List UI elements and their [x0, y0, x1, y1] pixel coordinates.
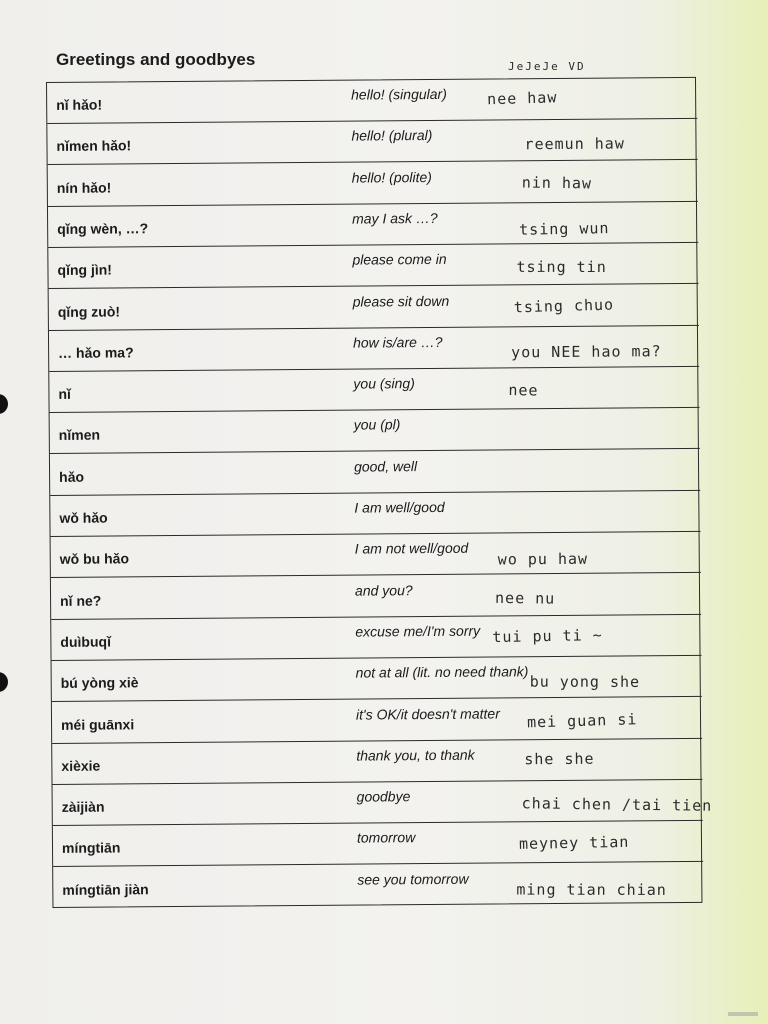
handwritten-pronunciation-note: tui pu ti ~ — [492, 625, 603, 646]
pinyin-cell: nǐ ne? — [60, 592, 102, 609]
handwritten-pronunciation-note: nee nu — [494, 588, 556, 608]
table-row — [52, 739, 702, 785]
pinyin-cell: zàijiàn — [61, 798, 105, 815]
handwritten-pronunciation-note: tsing chuo — [513, 294, 615, 316]
table-row — [51, 615, 701, 661]
english-cell: hello! (singular) — [351, 85, 447, 103]
pinyin-cell: qǐng jìn! — [57, 261, 112, 279]
english-cell: please sit down — [352, 292, 450, 310]
handwritten-pronunciation-note: bu yong she — [529, 672, 641, 692]
english-cell: good, well — [353, 457, 418, 475]
english-cell: not at all (lit. no need thank) — [355, 663, 529, 681]
table-row — [49, 367, 699, 413]
pinyin-cell: xièxie — [61, 757, 101, 774]
pinyin-cell: qǐng wèn, …? — [57, 220, 149, 237]
pinyin-cell: nǐ — [58, 385, 71, 403]
handwritten-pronunciation-note: mei guan si — [526, 709, 638, 731]
handwritten-pronunciation-note: wo pu haw — [497, 550, 589, 569]
english-cell: I am well/good — [354, 498, 445, 516]
scanner-watermark — [728, 1012, 758, 1016]
pinyin-cell: míngtiān — [61, 839, 121, 857]
handwritten-pronunciation-note: nin haw — [521, 173, 593, 193]
handwritten-pronunciation-note: tsing wun — [519, 218, 610, 239]
english-cell: thank you, to thank — [356, 746, 475, 764]
handwritten-pronunciation-note: meyney tian — [518, 833, 630, 854]
pinyin-cell: wǒ bu hǎo — [59, 550, 130, 568]
table-row — [49, 326, 699, 372]
pinyin-cell: bú yòng xiè — [60, 674, 139, 692]
table-row — [52, 697, 702, 743]
handwritten-pronunciation-note: reemun haw — [524, 134, 625, 154]
table-row — [48, 243, 698, 289]
handwritten-pronunciation-note: she she — [524, 749, 595, 769]
page-title: Greetings and goodbyes — [56, 50, 256, 69]
english-cell: you (pl) — [353, 416, 401, 433]
table-row — [53, 780, 713, 826]
table-row — [51, 532, 701, 578]
pinyin-cell: … hǎo ma? — [58, 344, 134, 361]
table-row — [50, 450, 700, 496]
handwritten-header-note: JeJeJe VD — [508, 60, 586, 73]
handwritten-pronunciation-note: nee — [508, 381, 539, 400]
table-row — [49, 284, 699, 330]
english-cell: hello! (plural) — [351, 127, 433, 144]
table-row — [52, 656, 702, 702]
english-cell: goodbye — [356, 788, 411, 805]
english-cell: how is/are …? — [352, 333, 443, 351]
vocabulary-table-border — [46, 77, 713, 908]
pinyin-cell: nín hǎo! — [56, 179, 112, 196]
pinyin-cell: qǐng zuò! — [57, 302, 121, 320]
table-row — [48, 160, 698, 206]
english-cell: see you tomorrow — [357, 870, 469, 888]
table-row — [47, 78, 697, 124]
table-row — [53, 821, 703, 867]
english-cell: you (sing) — [353, 375, 415, 392]
pinyin-cell: nǐmen — [58, 426, 101, 444]
pinyin-cell: duìbuqǐ — [60, 633, 112, 650]
pinyin-cell: méi guānxi — [60, 715, 135, 733]
english-cell: hello! (polite) — [351, 168, 432, 186]
english-cell: may I ask …? — [352, 209, 438, 227]
table-row — [48, 202, 698, 248]
binder-hole-mark — [0, 394, 8, 414]
handwritten-pronunciation-note: ming tian chian — [516, 880, 667, 899]
english-cell: and you? — [354, 581, 413, 599]
english-cell: please come in — [352, 251, 447, 268]
handwritten-pronunciation-note: you NEE hao ma? — [511, 341, 662, 362]
binder-hole-mark — [0, 672, 8, 692]
table-row — [47, 119, 697, 165]
vocabulary-table — [46, 77, 713, 908]
handwritten-pronunciation-note: chai chen /tai tien — [521, 794, 713, 815]
english-cell: tomorrow — [356, 829, 416, 846]
handwritten-pronunciation-note: nee haw — [486, 88, 558, 109]
english-cell: it's OK/it doesn't matter — [355, 704, 500, 723]
pinyin-cell: nǐmen hǎo! — [56, 137, 132, 155]
table-row — [50, 491, 700, 537]
pinyin-cell: hǎo — [59, 468, 85, 485]
table-row — [51, 573, 701, 619]
table-row — [50, 408, 700, 454]
english-cell: I am not well/good — [354, 539, 469, 557]
english-cell: excuse me/I'm sorry — [355, 622, 481, 640]
pinyin-cell: nǐ hǎo! — [56, 96, 103, 113]
pinyin-cell: wǒ hǎo — [59, 509, 108, 526]
table-row — [53, 863, 703, 909]
pinyin-cell: míngtiān jiàn — [62, 880, 149, 898]
handwritten-pronunciation-note: tsing tin — [516, 258, 607, 277]
